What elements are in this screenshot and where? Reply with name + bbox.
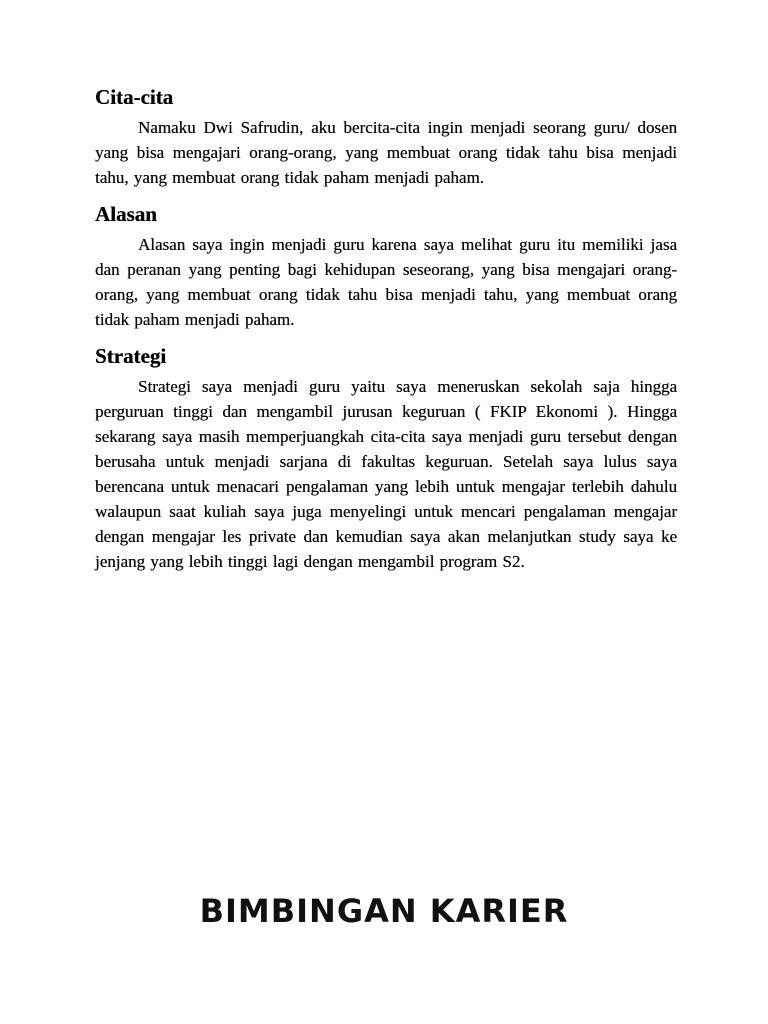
section-paragraph-cita-cita: Namaku Dwi Safrudin, aku bercita-cita ingin menjadi seorang guru/ dosen yang bisa mengajari orang-orang, yang membuat orang tidak tahu bisa menjadi tahu, yang membuat orang tidak paham menjadi paham.	[95, 118, 677, 187]
section-heading-strategi: Strategi	[95, 344, 167, 368]
section-alasan	[95, 202, 677, 332]
section-paragraph-strategi: Strategi saya menjadi guru yaitu saya meneruskan sekolah saja hingga perguruan tinggi dan mengambil jurusan keguruan ( FKIP Ekonomi ). Hingga sekarang saya masih memperjuangkah cita-cita saya menjadi guru tersebut dengan berusaha untuk menjadi sarjana di fakultas keguruan. Setelah saya lulus saya berencana untuk menacari pengalaman yang lebih untuk mengajar terlebih dahulu walaupun saat kuliah saya juga menyelingi untuk mencari pengalaman mengajar dengan mengajar les private dan kemudian saya akan melanjutkan study saya ke jenjang yang lebih tinggi lagi dengan mengambil program S2.	[95, 377, 677, 571]
section-heading-alasan: Alasan	[95, 202, 157, 226]
section-heading-cita-cita: Cita-cita	[95, 85, 174, 109]
section-cita-cita	[95, 85, 677, 190]
section-strategi	[95, 344, 677, 574]
document-content	[95, 85, 677, 586]
document-footer-title: BIMBINGAN KARIER	[199, 892, 569, 930]
section-paragraph-alasan: Alasan saya ingin menjadi guru karena saya melihat guru itu memiliki jasa dan peranan yang penting bagi kehidupan seseorang, yang bisa mengajari orang-orang, yang membuat orang tidak tahu bisa menjadi tahu, yang membuat orang tidak paham menjadi paham.	[95, 235, 677, 329]
